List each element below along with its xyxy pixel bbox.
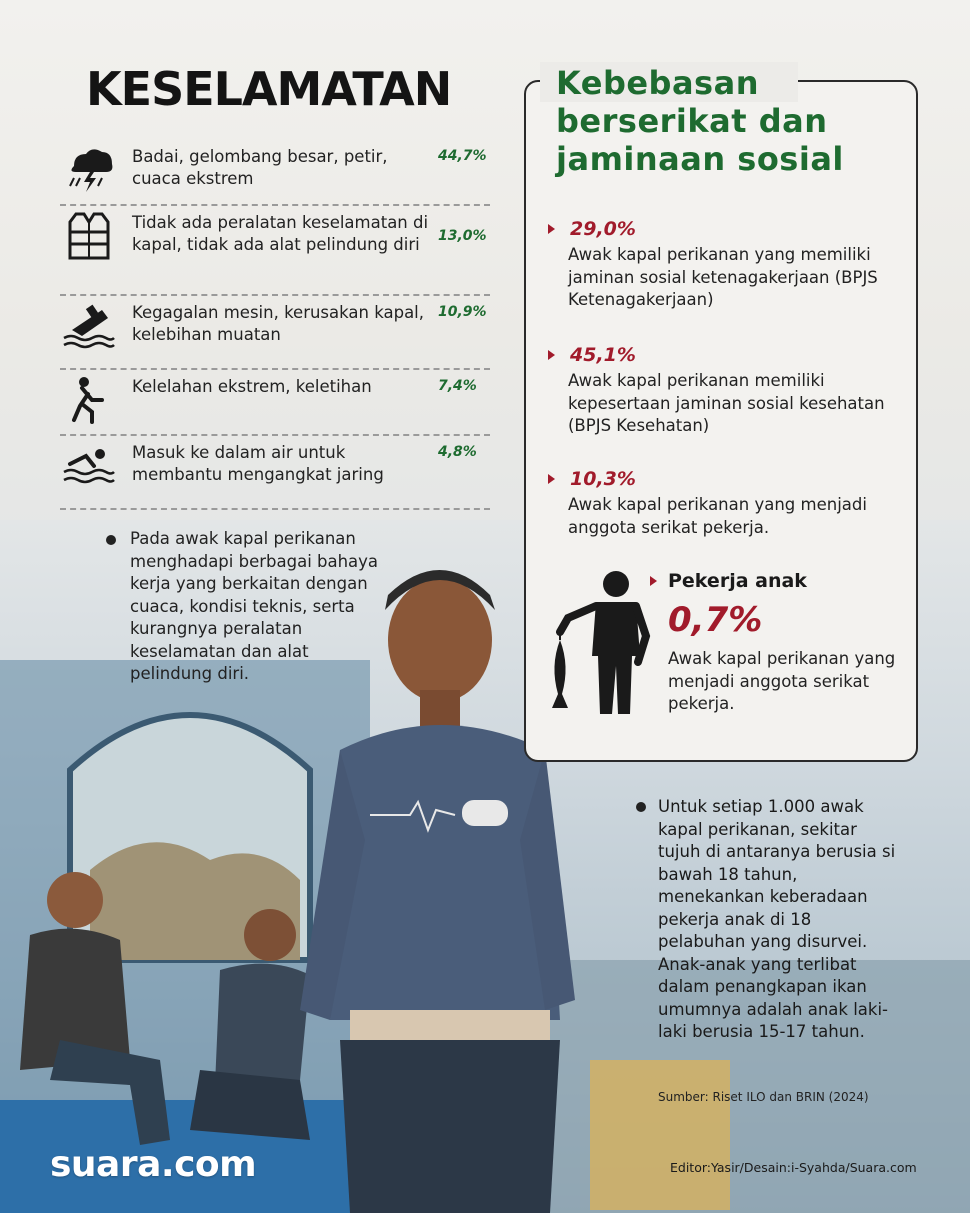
stat-description: Awak kapal perikanan memiliki kepesertaan jaminan sosial kesehatan (BPJS Kesehatan): [568, 371, 885, 435]
life-vest-icon: [62, 210, 116, 260]
stat-value: 29,0%: [570, 218, 636, 240]
risk-item-safety-equipment: [60, 206, 490, 296]
risk-item-ship-failure: [60, 296, 490, 370]
triangle-marker-icon: [548, 474, 555, 484]
risk-percent: 4,8%: [438, 444, 477, 460]
child-labor-value: 0,7%: [668, 600, 763, 640]
risk-item-exhaustion: [60, 370, 490, 436]
safety-note: Pada awak kapal perikanan menghadapi berbagai bahaya kerja yang berkaitan dengan cuaca, kondisi teknis, serta kurangnya peralatan keselamatan dan alat pelindung diri.: [130, 529, 379, 683]
stat-description: Awak kapal perikanan yang menjadi anggota serikat pekerja.: [568, 495, 867, 537]
risk-text: Kelelahan ekstrem, keletihan: [132, 377, 372, 396]
swimmer-icon: [62, 440, 116, 490]
risk-percent: 7,4%: [438, 378, 477, 394]
stat-value: 10,3%: [570, 468, 636, 490]
child-labor-description: Awak kapal perikanan yang menjadi anggota serikat pekerja.: [668, 649, 896, 713]
freedom-title: Kebebasan berserikat dan jaminaan sosial: [556, 64, 844, 178]
risk-item-into-water: [60, 436, 490, 510]
suara-logo: suara.com: [50, 1144, 257, 1185]
storm-lightning-icon: [62, 144, 116, 194]
credits-text: Editor:Yasir/Desain:i-Syahda/Suara.com: [670, 1160, 917, 1175]
stat-description: Awak kapal perikanan yang memiliki jaminan sosial ketenagakerjaan (BPJS Ketenagakerjaan): [568, 245, 878, 309]
triangle-marker-icon: [548, 350, 555, 360]
risk-text: Tidak ada peralatan keselamatan di kapal, tidak ada alat pelindung diri: [132, 213, 429, 254]
sinking-ship-icon: [62, 300, 116, 350]
triangle-marker-icon: [650, 576, 657, 586]
exhausted-person-icon: [62, 374, 116, 424]
child-labor-label: Pekerja anak: [668, 570, 807, 592]
bullet-icon: [636, 802, 646, 812]
risk-percent: 10,9%: [438, 304, 487, 320]
fisherman-with-fish-icon: [546, 566, 656, 716]
risk-text: Kegagalan mesin, kerusakan kapal, kelebihan muatan: [132, 303, 425, 344]
stat-value: 45,1%: [570, 344, 636, 366]
source-text: Sumber: Riset ILO dan BRIN (2024): [658, 1090, 869, 1104]
bullet-icon: [106, 535, 116, 545]
risk-item-storm: [60, 140, 490, 206]
child-labor-note: Untuk setiap 1.000 awak kapal perikanan, sekitar tujuh di antaranya berusia si bawah 18 tahun, menekankan keberadaan pekerja anak di 18 pelabuhan yang disurvei. Anak-anak yang terlibat dalam penangkapan ikan umumnya adalah anak laki-laki berusia 15-17 tahun.: [658, 797, 896, 1041]
triangle-marker-icon: [548, 224, 555, 234]
safety-risk-list: [60, 140, 490, 510]
risk-text: Badai, gelombang besar, petir, cuaca ekstrem: [132, 147, 388, 188]
risk-percent: 44,7%: [438, 148, 487, 164]
risk-text: Masuk ke dalam air untuk membantu mengangkat jaring: [132, 443, 384, 484]
risk-percent: 13,0%: [438, 228, 487, 244]
safety-title: KESELAMATAN: [86, 62, 452, 116]
